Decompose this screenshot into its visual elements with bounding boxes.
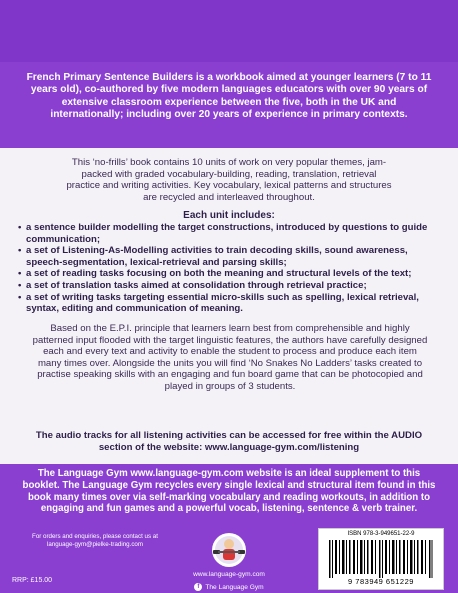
language-gym-paragraph: The Language Gym www.language-gym.com website is an ideal supplement to this booklet. The Language Gym recycles every single lexical and structural item found in this book many times over via self-marking vocabulary and reading workouts, in addition to engaging and fun games and a powerful vocab, listening, sentence & verb trainer.	[22, 468, 436, 515]
website-link[interactable]: www.language-gym.com	[193, 571, 265, 578]
facebook-link[interactable]	[174, 583, 284, 593]
barcode-icon	[329, 540, 433, 578]
list-item	[18, 245, 446, 268]
facebook-label: The Language Gym	[205, 583, 264, 591]
isbn-label: ISBN 978-3-949651-22-9	[347, 531, 415, 537]
list-item-text: a set of reading tasks focusing on both the meaning and structural levels of the text;	[26, 268, 412, 280]
list-item-text: a sentence builder modelling the target constructions, introduced by questions to guide communication;	[26, 222, 428, 245]
language-gym-logo-icon	[205, 530, 253, 570]
bullet-dot-icon: •	[18, 245, 22, 257]
barcode-number: 9 783949 651229	[348, 577, 414, 586]
content-panel	[0, 148, 458, 464]
list-item-text: a set of translation tasks aimed at consolidation through retrieval practice;	[26, 279, 367, 291]
intro-paragraph: French Primary Sentence Builders is a workbook aimed at younger learners (7 to 11 years old), co-authored by five modern languages educators with over 90 years of extensive classroom experience between the five, both in the UK and internationally; including over 20 years of experience in primary contexts.	[26, 72, 432, 121]
top-band	[0, 0, 458, 62]
barcode-box	[318, 528, 444, 590]
rrp-price: RRP: £15.00	[12, 577, 53, 584]
unit-includes-list	[18, 222, 446, 315]
list-item	[18, 268, 446, 280]
list-item-text: a set of Listening-As-Modelling activities to train decoding skills, sound awareness, speech-segmentation, lexical-retrieval and parsing skills;	[26, 245, 408, 268]
orders-contact: For orders and enquiries, please contact us at language-gym@pielke-trading.com	[32, 533, 158, 548]
audio-paragraph: The audio tracks for all listening activities can be accessed for free within the AUDIO section of the website: www.language-gym.com/listening	[35, 430, 423, 453]
bullet-dot-icon: •	[18, 222, 22, 233]
description-paragraph: This ‘no-frills’ book contains 10 units of work on very popular themes, jam-packed with graded vocabulary-building, reading, translation, retrieval practice and writing activities. Key vocabulary, lexical patterns and structures are recycled and interleaved throughout.	[66, 157, 392, 203]
facebook-icon: f	[194, 583, 202, 591]
bullet-dot-icon: •	[18, 291, 22, 303]
unit-includes-heading: Each unit includes:	[183, 210, 275, 221]
list-item	[18, 292, 446, 315]
list-item-text: a set of writing tasks targeting essential micro-skills such as spelling, lexical retrieval, syntax, editing and communication of meaning.	[26, 291, 419, 315]
list-item	[18, 280, 446, 292]
bullet-dot-icon: •	[18, 268, 22, 280]
bullet-dot-icon: •	[18, 279, 22, 291]
list-item	[18, 222, 446, 245]
epi-paragraph: Based on the E.P.I. principle that learners learn best from comprehensible and highly patterned input flooded with the target linguistic features, the authors have carefully designed each and every text and activity to enable the student to process and produce each item many times over. Alongside the units you will find ‘No Snakes No Ladders’ tasks created to practise speaking skills with an engaging and fun board game that can be photocopied and played in groups of 3 students.	[32, 323, 428, 392]
